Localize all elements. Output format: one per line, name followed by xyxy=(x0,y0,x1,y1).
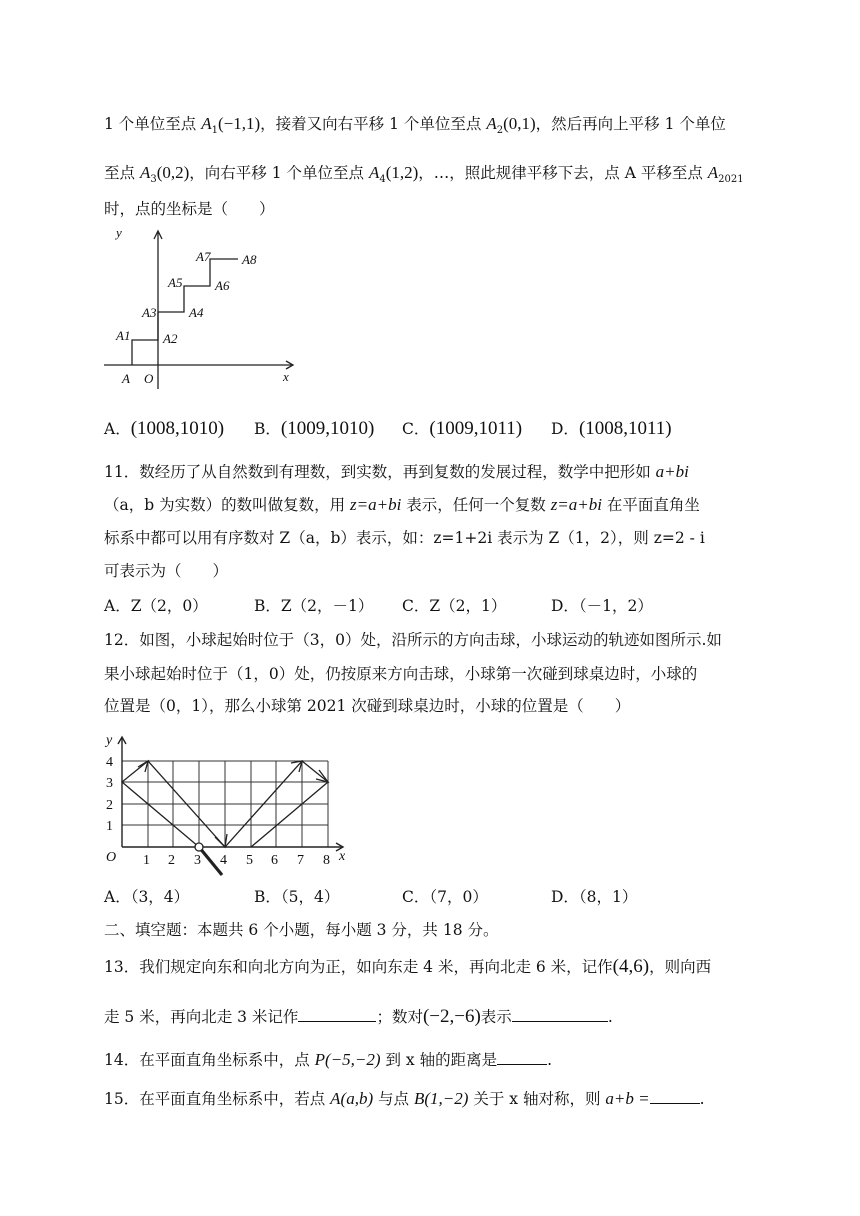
point-label: A xyxy=(201,114,212,133)
q10-line-2 xyxy=(104,162,744,191)
point-sub: 2 xyxy=(496,125,504,136)
ball-start xyxy=(195,843,203,851)
origin-label: O xyxy=(144,371,154,386)
q11-text: （a，b 为实数）的数叫做复数，用 xyxy=(104,496,351,514)
math-expr: a+bi xyxy=(655,462,689,481)
q11-text: 在平面直角坐 xyxy=(601,496,700,514)
answer-blank[interactable] xyxy=(497,1048,547,1065)
y-tick: 2 xyxy=(106,798,113,813)
origin-label: O xyxy=(106,850,117,865)
coord: (0,2) xyxy=(156,163,190,182)
q10-line-3: 时，点的坐标是（ ） xyxy=(104,200,275,218)
option-letter: A． xyxy=(104,420,131,438)
math-expr: B(1,−2) xyxy=(413,1089,469,1108)
point-sub: 2021 xyxy=(718,174,744,185)
q10-option-b[interactable] xyxy=(254,418,374,440)
x-axis-label: x xyxy=(339,849,346,864)
q14-text: . xyxy=(547,1051,553,1069)
q15-text: 关于 x 轴对称，则 xyxy=(468,1090,606,1108)
q10-text: 至点 xyxy=(104,164,140,182)
a6-label: A6 xyxy=(215,278,230,293)
math-expr: z=a+bi xyxy=(550,495,602,514)
point-sub: 3 xyxy=(150,174,157,185)
q10-option-c[interactable] xyxy=(402,418,522,440)
q10-line-1 xyxy=(104,113,726,142)
answer-blank[interactable] xyxy=(298,1005,376,1022)
y-axis-label: y xyxy=(106,733,113,748)
q11-option-a[interactable]: A．Z（2，0） xyxy=(104,597,208,615)
math-expr: A(a,b) xyxy=(330,1089,374,1108)
option-letter: D． xyxy=(551,420,579,438)
x-tick: 3 xyxy=(194,853,201,868)
q13-text: ，则向西 xyxy=(649,958,712,976)
option-value: (1009,1011) xyxy=(429,418,523,439)
point-label: A xyxy=(707,163,719,182)
q11-option-b[interactable]: B．Z（2，－1） xyxy=(254,597,374,615)
q12-option-b[interactable]: B．（5，4） xyxy=(254,888,340,906)
q10-text: 1 个单位至点 xyxy=(104,115,202,133)
option-value: (1008,1011) xyxy=(578,418,672,439)
option-value: (1009,1010) xyxy=(280,418,375,439)
answer-blank[interactable] xyxy=(650,1087,700,1104)
q11-text: 11．数经历了从自然数到有理数，到实数，再到复数的发展过程，数学中把形如 xyxy=(104,463,656,481)
q12-line-2: 果小球起始时位于（1，0）处，仍按原来方向击球，小球第一次碰到球桌边时，小球的 xyxy=(104,665,698,683)
a7-label: A7 xyxy=(196,249,211,264)
math-expr: (−2,−6) xyxy=(422,1006,481,1027)
q11-line-1 xyxy=(104,461,689,483)
x-tick: 8 xyxy=(323,853,330,868)
point-sub: 4 xyxy=(379,174,386,185)
q12-option-c[interactable]: C．（7，0） xyxy=(402,888,488,906)
section-heading: 二、填空题：本题共 6 个小题，每小题 3 分，共 18 分。 xyxy=(104,921,499,939)
q12-billiard-figure xyxy=(100,730,360,878)
point-label: A xyxy=(368,163,380,182)
q13-line-1 xyxy=(104,956,711,978)
y-tick: 3 xyxy=(106,776,113,791)
x-tick: 5 xyxy=(246,853,253,868)
q11-option-c[interactable]: C．Z（2，1） xyxy=(402,597,507,615)
a5-label: A5 xyxy=(168,275,183,290)
point-a-label: A xyxy=(122,371,130,386)
q15-text: 15．在平面直角坐标系中，若点 xyxy=(104,1090,331,1108)
option-letter: B． xyxy=(254,420,281,438)
q15-line xyxy=(104,1087,705,1110)
x-tick: 7 xyxy=(297,853,304,868)
q14-text: 14．在平面直角坐标系中，点 xyxy=(104,1051,315,1069)
x-axis-label: x xyxy=(283,369,289,384)
q10-option-d[interactable] xyxy=(551,418,672,440)
y-tick: 4 xyxy=(106,755,113,770)
q13-text: ；数对 xyxy=(376,1008,423,1026)
q11-line-3: 标系中都可以用有序数对 Z（a，b）表示，如：z=1+2i 表示为 Z（1，2），则 z=2 - i xyxy=(104,529,705,547)
coord: (−1,1) xyxy=(217,114,261,133)
q10-option-a[interactable] xyxy=(104,418,224,440)
q15-text: 与点 xyxy=(373,1090,414,1108)
x-tick: 6 xyxy=(271,853,278,868)
y-tick: 1 xyxy=(106,819,113,834)
option-value: (1008,1010) xyxy=(130,418,225,439)
q11-line-4: 可表示为（ ） xyxy=(104,562,229,580)
q10-text: ，…，照此规律平移下去，点 A 平移至点 xyxy=(418,164,708,182)
q10-text: ，接着又向右平移 1 个单位至点 xyxy=(260,115,487,133)
q14-line xyxy=(104,1048,552,1071)
x-tick: 1 xyxy=(143,853,150,868)
a2-label: A2 xyxy=(163,331,178,346)
a8-label: A8 xyxy=(242,252,257,267)
math-expr: P(−5,−2) xyxy=(314,1050,381,1069)
q10-text: ，向右平移 1 个单位至点 xyxy=(189,164,369,182)
a1-label: A1 xyxy=(116,328,131,343)
answer-blank[interactable] xyxy=(512,1005,608,1022)
q12-line-1: 12．如图，小球起始时位于（3，0）处，沿所示的方向击球，小球运动的轨迹如图所示.如 xyxy=(104,631,722,649)
math-expr: a+b = xyxy=(605,1089,650,1108)
a4-label: A4 xyxy=(189,305,204,320)
coord: (0,1) xyxy=(503,114,536,133)
math-expr: z=a+bi xyxy=(350,495,402,514)
q12-option-d[interactable]: D．（8，1） xyxy=(551,888,638,906)
q10-text: ，然后再向上平移 1 个单位 xyxy=(535,115,726,133)
x-tick: 4 xyxy=(220,853,227,868)
math-expr: (4,6) xyxy=(612,956,650,977)
q13-text: 表示 xyxy=(480,1008,512,1026)
q14-text: 到 x 轴的距离是 xyxy=(380,1051,498,1069)
q11-option-d[interactable]: D．（－1，2） xyxy=(551,597,653,615)
grid xyxy=(122,761,328,847)
coord: (1,2) xyxy=(385,163,419,182)
q11-text: 表示，任何一个复数 xyxy=(401,496,551,514)
option-letter: C． xyxy=(402,420,430,438)
point-sub: 1 xyxy=(211,125,218,136)
q13-text: . xyxy=(607,1008,613,1026)
q13-text: 走 5 米，再向北走 3 米记作 xyxy=(104,1008,299,1026)
q12-option-a[interactable]: A．（3，4） xyxy=(104,888,190,906)
q13-line-2 xyxy=(104,1005,613,1028)
q13-text: 13．我们规定向东和向北方向为正，如向东走 4 米，再向北走 6 米，记作 xyxy=(104,958,613,976)
q10-staircase-figure xyxy=(100,224,300,394)
point-label: A xyxy=(486,114,497,133)
point-label: A xyxy=(139,163,151,182)
q11-line-2 xyxy=(104,494,700,516)
q15-text: . xyxy=(699,1090,705,1108)
x-tick: 2 xyxy=(168,853,175,868)
q12-line-3: 位置是（0，1），那么小球第 2021 次碰到球桌边时，小球的位置是（ ） xyxy=(104,697,631,715)
y-axis-label: y xyxy=(116,225,122,240)
a3-label: A3 xyxy=(142,305,157,320)
